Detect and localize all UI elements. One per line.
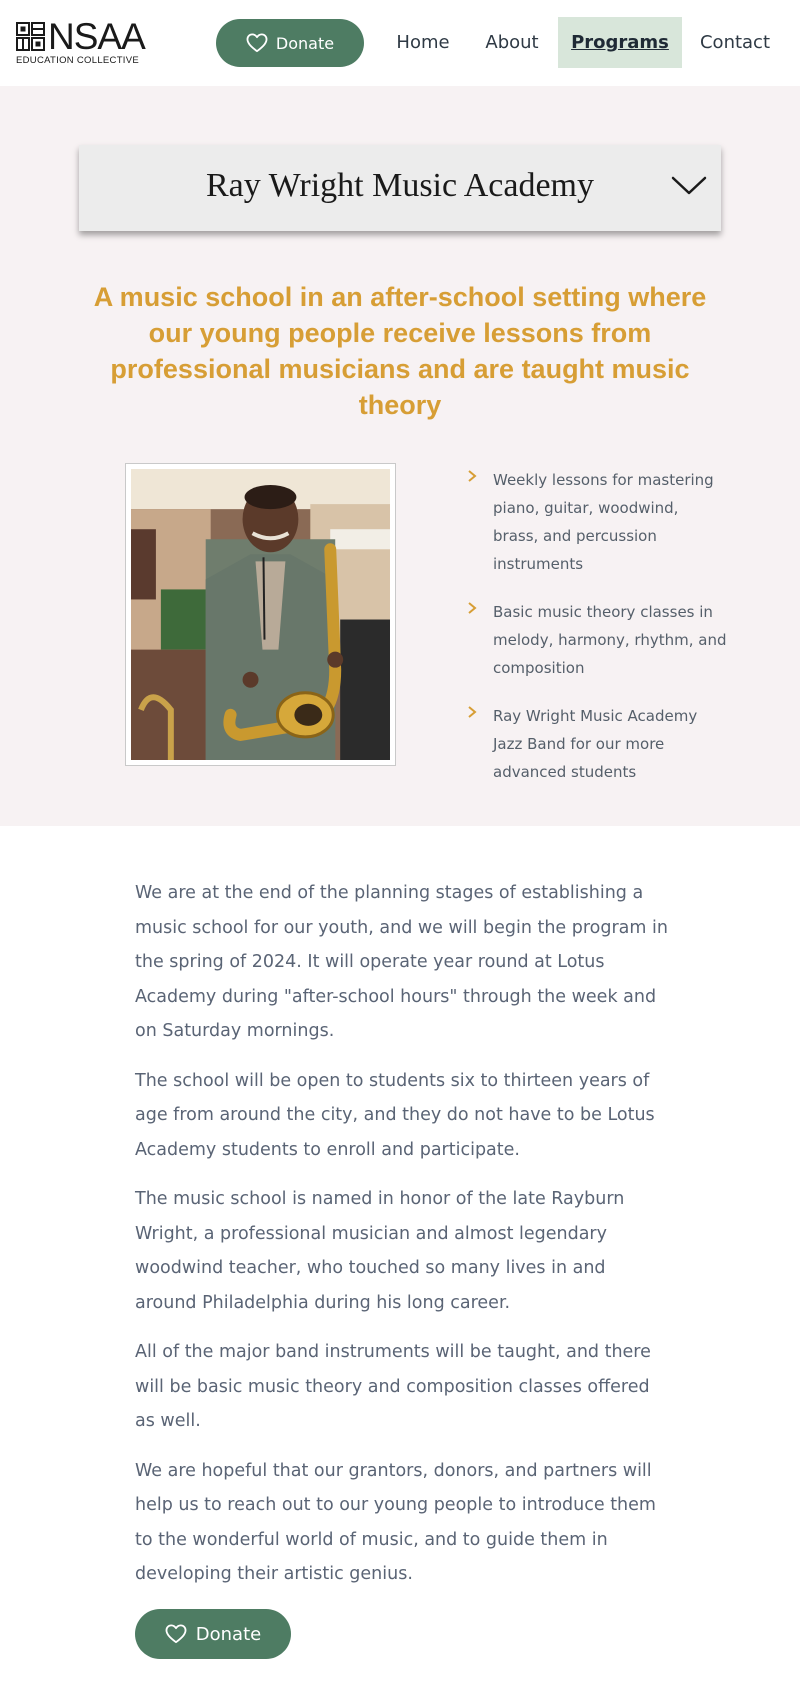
nav-link-contact[interactable]: Contact: [699, 32, 771, 53]
description-paragraph: The school will be open to students six to thirteen years of age from around the city, and they do not have to be Lotus Academy students to enroll and participate.: [135, 1070, 655, 1160]
program-photo-frame: [125, 463, 396, 766]
donate-button[interactable]: [216, 19, 364, 67]
site-header: [0, 0, 800, 86]
list-item: [467, 466, 727, 578]
saxophone-player-photo: [131, 469, 390, 760]
list-item: [467, 702, 727, 786]
donate-button-label: Donate: [195, 1623, 262, 1645]
list-item-text: Weekly lessons for mastering piano, guitar, woodwind, brass, and percussion instruments: [493, 471, 714, 573]
heart-icon: [165, 1624, 187, 1644]
description-paragraph: The music school is named in honor of the late Rayburn Wright, a professional musician and almost legendary woodwind teacher, who touched so many lives in and around Philadelphia during his long career.: [135, 1189, 625, 1313]
chevron-right-icon: [467, 602, 477, 614]
description-paragraph: All of the major band instruments will be taught, and there will be basic music theory and composition classes offered as well.: [135, 1342, 651, 1431]
chevron-right-icon: [467, 706, 477, 718]
program-hero: [0, 86, 800, 826]
logo-text: NSAA: [48, 16, 145, 57]
description-paragraph: We are hopeful that our grantors, donors, and partners will help us to reach out to our young people to introduce them to the wonderful world of music, and to guide them in developing their artistic genius.: [135, 1460, 656, 1584]
program-tagline: A music school in an after-school setting where our young people receive lessons from professional musicians and are taught music theory: [93, 282, 707, 420]
nav-link-about[interactable]: About: [485, 32, 539, 53]
donate-button-label: Donate: [275, 33, 335, 53]
list-item-text: Ray Wright Music Academy Jazz Band for our more advanced students: [493, 707, 698, 781]
list-item-text: Basic music theory classes in melody, harmony, rhythm, and composition: [493, 603, 727, 677]
logo-mark-icon: [16, 22, 46, 52]
program-select-value: Ray Wright Music Academy: [206, 167, 594, 204]
program-highlights-list: [467, 466, 727, 806]
logo-subtitle: EDUCATION COLLECTIVE: [16, 55, 140, 66]
chevron-right-icon: [467, 470, 477, 482]
program-select-dropdown[interactable]: [79, 145, 721, 231]
nav-link-home[interactable]: Home: [396, 32, 450, 53]
donate-button-bottom[interactable]: [135, 1609, 291, 1659]
heart-icon: [246, 33, 268, 53]
description-paragraph: We are at the end of the planning stages of establishing a music school for our youth, and we will begin the program in the spring of 2024. It will operate year round at Lotus Academy during "after-school hours" through the week and on Saturday mornings.: [135, 883, 668, 1041]
site-logo[interactable]: [16, 16, 156, 66]
chevron-down-icon: [671, 175, 707, 197]
list-item: [467, 598, 727, 682]
nav-link-programs[interactable]: Programs: [558, 17, 682, 68]
program-description: [135, 876, 670, 1607]
